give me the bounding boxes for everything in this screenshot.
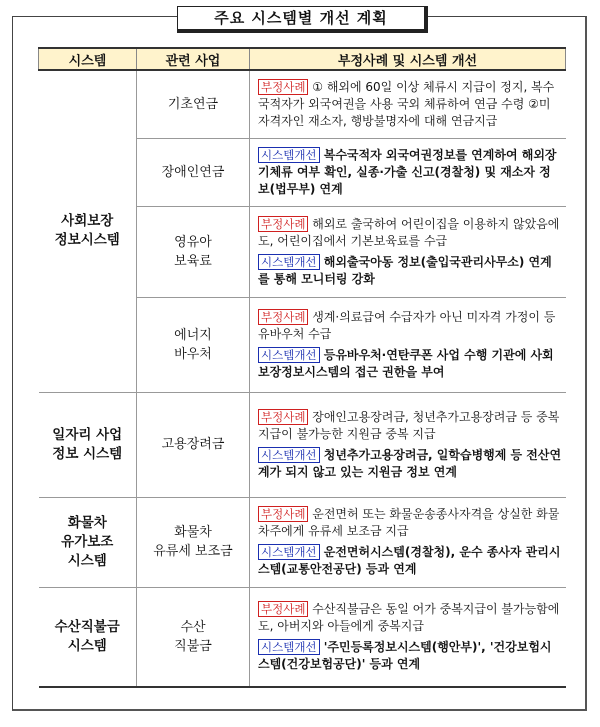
business-name-line: 고용장려금 [161, 437, 225, 452]
business-cell [137, 206, 250, 297]
detail-cell [250, 138, 566, 206]
fraud-case-block [258, 79, 562, 130]
fraud-case-tag: 부정사례 [258, 506, 308, 522]
business-name-line: 장애인연금 [161, 164, 225, 180]
system-improvement-tag: 시스템개선 [258, 147, 320, 163]
business-cell [137, 392, 250, 497]
business-cell [137, 497, 250, 587]
detail-cell [250, 392, 566, 497]
system-name-line: 정보 시스템 [52, 445, 123, 462]
detail-cell [250, 297, 566, 392]
system-improvement-tag: 시스템개선 [258, 639, 320, 655]
system-name-line: 사회보장 [61, 213, 114, 230]
system-cell [39, 392, 137, 497]
fraud-case-text: 생계·의료급여 수급자가 아닌 미자격 가정이 등유바우처 수급 [258, 309, 556, 341]
fraud-case-tag: 부정사례 [258, 79, 308, 95]
improvement-table [38, 47, 566, 688]
fraud-case-block [258, 409, 562, 443]
business-name-line: 에너지 [174, 327, 212, 343]
detail-cell [250, 70, 566, 138]
business-name-line: 영유아 [174, 234, 212, 250]
detail-cell [250, 587, 566, 687]
system-improvement-block [258, 347, 562, 381]
business-name-line: 보육료 [174, 253, 212, 269]
system-name-line: 정보시스템 [54, 232, 120, 249]
system-improvement-text: 해외출국아동 정보(출입국관리사무소) 연계를 통해 모니터링 강화 [258, 254, 552, 286]
header-system: 시스템 [39, 48, 137, 70]
system-cell [39, 497, 137, 587]
fraud-case-block [258, 601, 562, 635]
fraud-case-text: ① 해외에 60일 이상 체류시 지급이 정지, 복수국적자가 외국여권을 사용 국외 체류하여 연금 수령 ②미자격자인 재소자, 행방불명자에 대해 연금지급 [258, 79, 555, 128]
fraud-case-text: 해외로 출국하여 어린이집을 이용하지 않았음에도, 어린이집에서 기본보육료를 수급 [258, 216, 560, 248]
system-improvement-tag: 시스템개선 [258, 544, 320, 560]
header-business: 관련 사업 [137, 48, 250, 70]
fraud-case-tag: 부정사례 [258, 309, 308, 325]
system-improvement-text: 등유바우처·연탄쿠폰 사업 수행 기관에 사회보장정보시스템의 접근 권한을 부여 [258, 347, 554, 379]
fraud-case-tag: 부정사례 [258, 409, 308, 425]
table-row [39, 587, 566, 687]
detail-cell [250, 206, 566, 297]
system-name-line: 수산직불금 [54, 618, 120, 635]
business-name-line: 수산 [180, 619, 206, 635]
system-improvement-block [258, 639, 562, 673]
header-detail: 부정사례 및 시스템 개선 [250, 48, 566, 70]
table-header-row [39, 48, 566, 70]
fraud-case-text: 운전면허 또는 화물운송종사자격을 상실한 화물차주에게 유류세 보조금 지급 [258, 507, 560, 538]
fraud-case-tag: 부정사례 [258, 216, 308, 232]
system-name-line: 시스템 [67, 552, 107, 569]
system-name-line: 유가보조 [61, 533, 114, 550]
fraud-case-tag: 부정사례 [258, 601, 308, 617]
business-cell [137, 587, 250, 687]
business-cell [137, 70, 250, 138]
system-cell [39, 587, 137, 687]
system-improvement-text: 복수국적자 외국여권정보를 연계하여 해외장기체류 여부 확인, 실종·가출 신고(경찰청) 및 재소자 정보(법무부) 연계 [258, 147, 557, 196]
business-name-line: 바우처 [174, 346, 212, 362]
system-improvement-text: '주민등록정보시스템(행안부)', '건강보험시스템(건강보험공단)' 등과 연계 [258, 639, 552, 671]
business-name-line: 직불금 [174, 638, 212, 654]
business-cell [137, 138, 250, 206]
table-row [39, 392, 566, 497]
business-name-line: 유류세 보조금 [153, 544, 233, 559]
fraud-case-block [258, 506, 562, 540]
table-row [39, 70, 566, 138]
system-improvement-text: 운전면허시스템(경찰청), 운수 종사자 관리시스템(교통안전공단) 등과 연계 [258, 545, 561, 576]
detail-cell [250, 497, 566, 587]
business-name-line: 기초연금 [167, 96, 219, 112]
business-name-line: 화물차 [174, 525, 212, 540]
system-name-line: 화물차 [67, 514, 107, 531]
system-improvement-block [258, 254, 562, 288]
system-improvement-block [258, 147, 562, 198]
system-improvement-tag: 시스템개선 [258, 447, 320, 463]
system-cell [39, 70, 137, 392]
system-improvement-block [258, 544, 562, 578]
system-name-line: 일자리 사업 [52, 426, 123, 443]
fraud-case-block [258, 309, 562, 343]
fraud-case-text: 장애인고용장려금, 청년추가고용장려금 등 중복 지급이 불가능한 지원금 중복 지급 [258, 409, 560, 441]
fraud-case-text: 수산직불금은 동일 어가 중복지급이 불가능함에도, 아버지와 아들에게 중복지급 [258, 601, 560, 633]
business-cell [137, 297, 250, 392]
fraud-case-block [258, 216, 562, 250]
system-name-line: 시스템 [67, 637, 107, 654]
table-row [39, 497, 566, 587]
system-improvement-text: 청년추가고용장려금, 일학습병행제 등 전산연계가 되지 않고 있는 지원금 정보 연계 [258, 447, 562, 479]
system-improvement-tag: 시스템개선 [258, 254, 320, 270]
system-improvement-block [258, 447, 562, 481]
page-title: 주요 시스템별 개선 계획 [177, 6, 428, 33]
system-improvement-tag: 시스템개선 [258, 347, 320, 363]
